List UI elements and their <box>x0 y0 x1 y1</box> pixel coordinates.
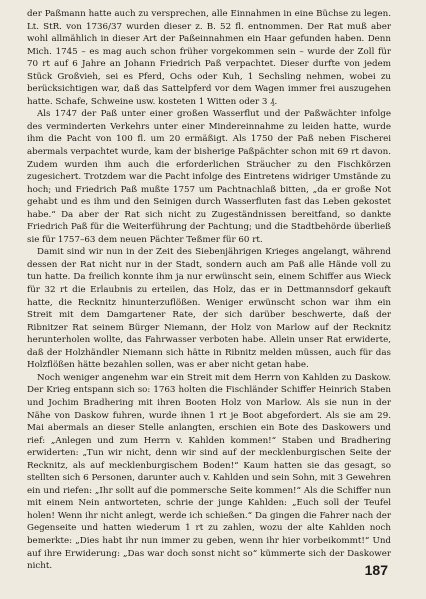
page-number: 187 <box>364 562 388 578</box>
paragraph: Damit sind wir nun in der Zeit des Siebenjährigen Krieges angelangt, während dessen der Rat nicht nur in der Stadt, sondern auch am Paß alle Hände voll zu tun hatte. Da freilich konnte ihm ja nur erwünscht sein, einem Schiffer aus Wieck für 32 rt die Erlaubnis zu erteilen, das Holz, das er in Dettmannsdorf gekauft hatte, die Recknitz hinunterzuflößen. Weniger erwünscht schon war ihm ein Streit mit dem Damgartener Rate, der sich darüber beschwerte, daß der Ribnitzer Rat seinem Bürger Niemann, der Holz von Marlow auf der Recknitz herunterholen wollte, das Fahrwasser verboten habe. Allein unser Rat erwiderte, daß der Holzhändler Niemann sich hätte in Ribnitz melden müssen, auch für das Holzflößen hätte bezahlen sollen, was er aber nicht getan habe. <box>27 247 391 371</box>
paragraph: der Paßmann hatte auch zu versprechen, alle Einnahmen in eine Büchse zu legen. Lt. StR. von 1736/37 wurden dieser z. B. 52 fl. entnommen. Der Rat muß aber wohl allmählich in dieser Art der Paßeinnahmen ein Haar gefunden haben. Denn Mich. 1745 – es mag auch schon früher vorgekommen sein – wurde der Zoll für 70 rt auf 6 Jahre an Johann Friedrich Paß verpachtet. Dieser durfte von jedem Stück Großvieh, sei es Pferd, Ochs oder Kuh, 1 Sechsling nehmen, wobei zu berücksichtigen war, daß das Sattelpferd vor dem Wagen immer frei auszugehen hatte. Schafe, Schweine usw. kosteten 1 Witten oder 3 ₰. <box>27 9 391 107</box>
paragraph: Als 1747 der Paß unter einer großen Wasserflut und der Paßwächter infolge des verminderten Verkehrs unter einer Mindereinnahme zu leiden hatte, wurde ihm die Pacht von 100 fl. um 20 ermäßigt. Als 1750 der Paß neben Fischerei abermals verpachtet wurde, kam der bisherige Paßpächter schon mit 69 rt davon. Zudem wurden ihm auch die erforderlichen Sträucher zu den Fischkörzen zugesichert. Trotzdem war die Pacht infolge des Eintretens widriger Umstände zu hoch; und Friedrich Paß mußte 1757 um Pachtnachlaß bitten, „da er große Not gehabt und es ihm und den Seinigen durch Wasserfluten fast das Leben gekostet habe.“ Da aber der Rat sich nicht zu Zugeständnissen bereitfand, so dankte Friedrich Paß für die Weiterführung der Pachtung; und die Stadtbehörde überließ sie für 1757–63 dem neuen Pächter Teßmer für 60 rt. <box>27 109 391 245</box>
paragraph: Noch weniger angenehm war ein Streit mit dem Herrn von Kahlden zu Daskow. Der Krieg entspann sich so: 1763 holten die Fischländer Schiffer Heinrich Staben und Jochim Bradhering mit ihren Booten Holz von Marlow. Als sie nun in der Nähe von Daskow fuhren, wurde ihnen 1 rt je Boot abgefordert. Als sie am 29. Mai abermals an dieser Stelle anlangten, erschien ein Bote des Daskowers und rief: „Anlegen und zum Herrn v. Kahlden kommen!“ Staben und Bradhering erwiderten: „Tun wir nicht, denn wir sind auf der mecklenburgischen Seite der Recknitz, als auf mecklenburgischem Boden!“ Kaum hatten sie das gesagt, so stellten sich 6 Personen, darunter auch v. Kahlden und sein Sohn, mit 3 Gewehren ein und riefen: „Ihr sollt auf die pommersche Seite kommen!“ Als die Schiffer nun mit einem Nein antworteten, schrie der junge Kahlden: „Euch soll der Teufel holen! Wenn ihr nicht anlegt, werde ich schießen.“ Da gingen die Fahrer nach der Gegenseite und hatten wiederum 1 rt zu zahlen, wozu der alte Kahlden noch bemerkte: „Dies habt ihr nun immer zu geben, wenn ihr hier vorbeikommt!“ Und auf ihre Erwiderung: „Das war doch sonst nicht so“ kümmerte sich der Daskower nicht. <box>27 372 391 572</box>
body-text <box>27 8 391 573</box>
